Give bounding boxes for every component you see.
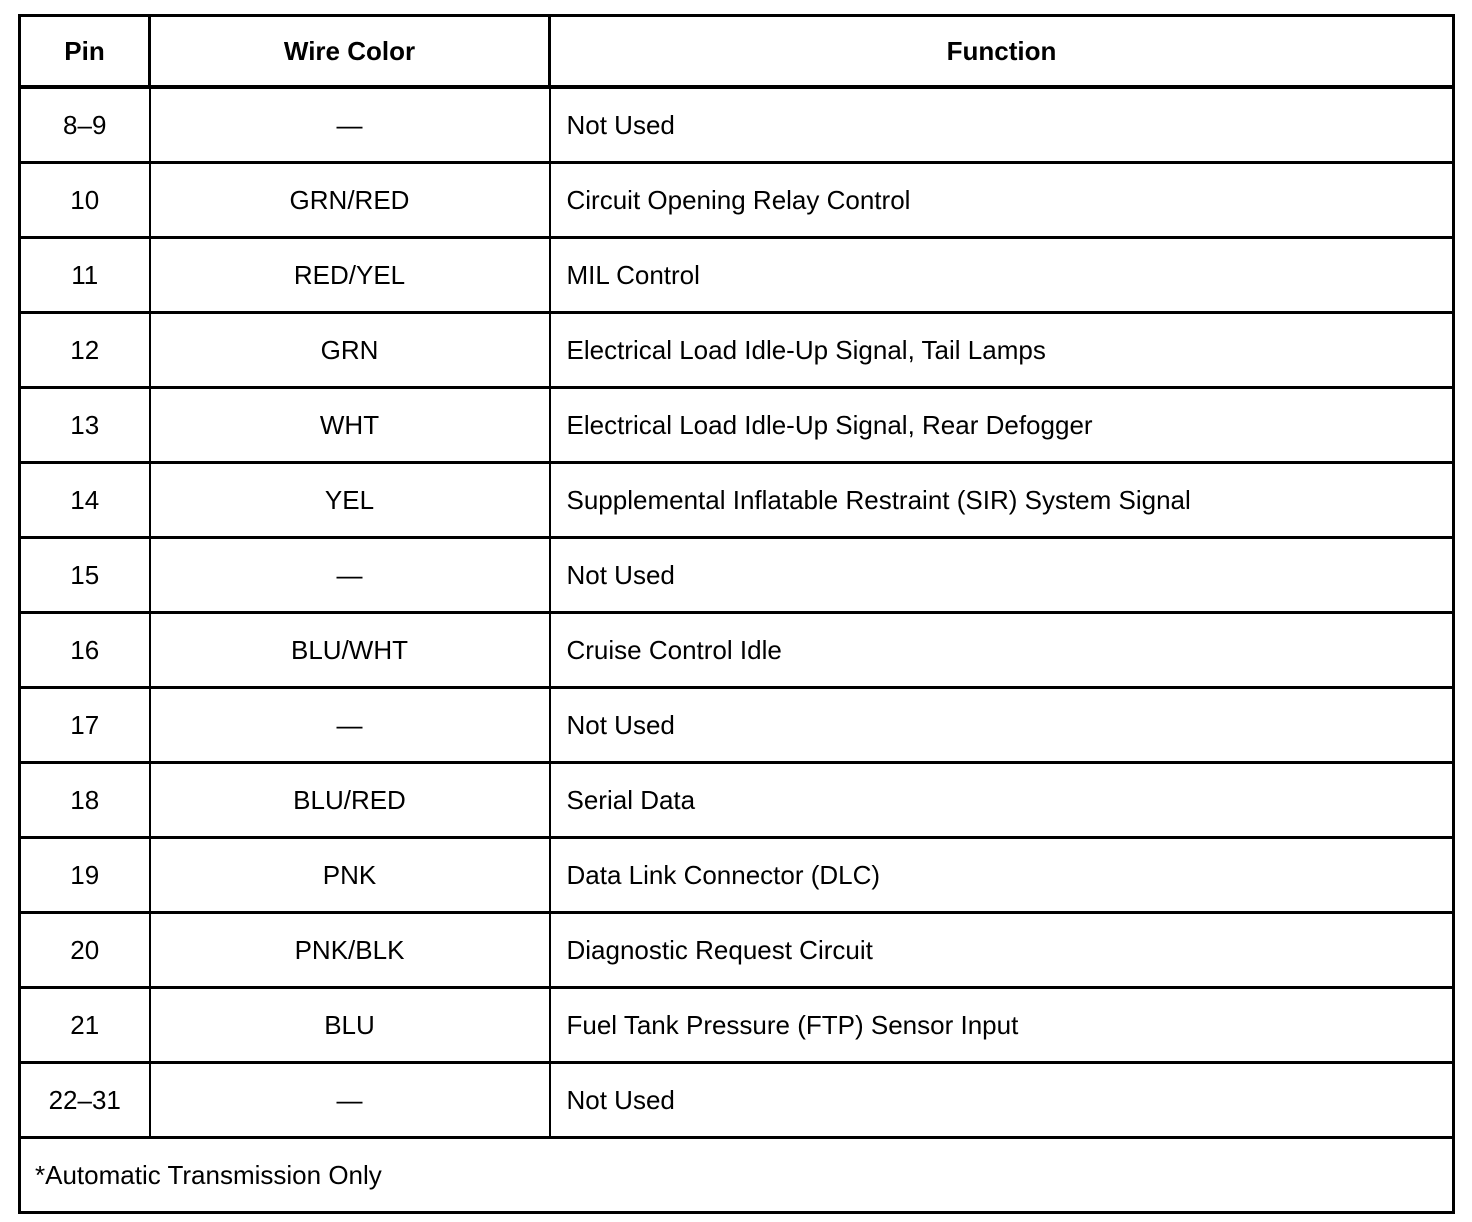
table-row	[20, 163, 1454, 238]
wire-color-cell: GRN/RED	[150, 163, 550, 238]
wire-color-cell: PNK/BLK	[150, 913, 550, 988]
function-cell: Not Used	[550, 688, 1454, 763]
table-row	[20, 688, 1454, 763]
table-row	[20, 538, 1454, 613]
wire-color-column-header: Wire Color	[150, 16, 550, 88]
table-row	[20, 838, 1454, 913]
table-row	[20, 913, 1454, 988]
table-row	[20, 313, 1454, 388]
wire-color-cell: PNK	[150, 838, 550, 913]
wire-color-cell: —	[150, 87, 550, 163]
wire-color-cell: —	[150, 688, 550, 763]
pin-cell: 13	[20, 388, 150, 463]
pin-cell: 14	[20, 463, 150, 538]
function-cell: Serial Data	[550, 763, 1454, 838]
wire-color-cell: WHT	[150, 388, 550, 463]
table-row	[20, 87, 1454, 163]
function-cell: Not Used	[550, 87, 1454, 163]
pin-cell: 12	[20, 313, 150, 388]
pin-cell: 19	[20, 838, 150, 913]
pin-cell: 20	[20, 913, 150, 988]
pin-cell: 21	[20, 988, 150, 1063]
wire-color-cell: RED/YEL	[150, 238, 550, 313]
table-row	[20, 463, 1454, 538]
pin-cell: 16	[20, 613, 150, 688]
wire-color-cell: BLU/RED	[150, 763, 550, 838]
pin-cell: 11	[20, 238, 150, 313]
pin-cell: 8–9	[20, 87, 150, 163]
table-row	[20, 988, 1454, 1063]
wire-color-cell: —	[150, 1063, 550, 1138]
function-cell: Supplemental Inflatable Restraint (SIR) System Signal	[550, 463, 1454, 538]
footnote-row	[20, 1138, 1454, 1213]
pin-column-header: Pin	[20, 16, 150, 88]
function-cell: Diagnostic Request Circuit	[550, 913, 1454, 988]
pin-cell: 15	[20, 538, 150, 613]
table-row	[20, 238, 1454, 313]
pin-cell: 10	[20, 163, 150, 238]
function-cell: Electrical Load Idle-Up Signal, Tail Lamps	[550, 313, 1454, 388]
table-row	[20, 763, 1454, 838]
table-header-row	[20, 16, 1454, 88]
table-row	[20, 613, 1454, 688]
function-cell: Circuit Opening Relay Control	[550, 163, 1454, 238]
function-cell: Electrical Load Idle-Up Signal, Rear Defogger	[550, 388, 1454, 463]
function-column-header: Function	[550, 16, 1454, 88]
function-cell: MIL Control	[550, 238, 1454, 313]
wire-color-cell: YEL	[150, 463, 550, 538]
wire-color-cell: —	[150, 538, 550, 613]
pin-cell: 17	[20, 688, 150, 763]
table-row	[20, 1063, 1454, 1138]
wire-color-cell: GRN	[150, 313, 550, 388]
function-cell: Fuel Tank Pressure (FTP) Sensor Input	[550, 988, 1454, 1063]
function-cell: Data Link Connector (DLC)	[550, 838, 1454, 913]
function-cell: Not Used	[550, 1063, 1454, 1138]
table-row	[20, 388, 1454, 463]
function-cell: Cruise Control Idle	[550, 613, 1454, 688]
function-cell: Not Used	[550, 538, 1454, 613]
footnote: *Automatic Transmission Only	[20, 1138, 1454, 1213]
wire-color-cell: BLU	[150, 988, 550, 1063]
pin-function-table	[18, 14, 1455, 1214]
wire-color-cell: BLU/WHT	[150, 613, 550, 688]
pin-cell: 22–31	[20, 1063, 150, 1138]
pin-cell: 18	[20, 763, 150, 838]
